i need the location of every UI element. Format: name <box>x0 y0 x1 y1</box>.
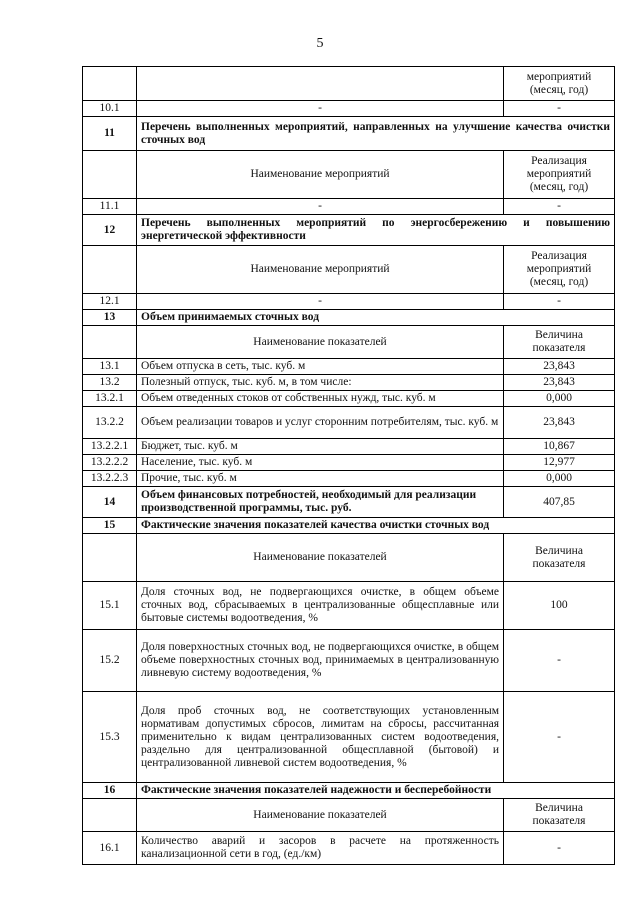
table-row-item <box>83 471 615 487</box>
row-number <box>83 534 137 582</box>
indicator-value: - <box>504 294 615 310</box>
row-number: 13.2.2.2 <box>83 455 137 471</box>
column-header: Наименование мероприятий <box>137 246 504 294</box>
row-number: 15.3 <box>83 692 137 783</box>
indicator-value: - <box>504 101 615 117</box>
value-column-header: Реализация мероприятий (месяц, год) <box>504 151 615 199</box>
table-row-item <box>83 359 615 375</box>
indicator-value: 10,867 <box>504 439 615 455</box>
row-number: 14 <box>83 487 137 518</box>
table-row-section <box>83 215 615 246</box>
table-row-header <box>83 67 615 101</box>
page-number: 5 <box>316 36 324 51</box>
row-number: 13.2.2 <box>83 407 137 439</box>
row-number <box>83 151 137 199</box>
section-title: Перечень выполненных мероприятий, направленных на улучшение качества очистки сточных вод <box>137 117 615 151</box>
column-header: Наименование показателей <box>137 534 504 582</box>
column-header: Наименование показателей <box>137 326 504 359</box>
indicator-name: - <box>137 101 504 117</box>
row-number: 13.2.2.3 <box>83 471 137 487</box>
indicator-value: - <box>504 630 615 692</box>
value-column-header: Величина показателя <box>504 799 615 832</box>
row-number: 10.1 <box>83 101 137 117</box>
indicator-value: 407,85 <box>504 487 615 518</box>
indicator-name: Количество аварий и засоров в расчете на протяженность канализационной сети в год, (ед./км) <box>137 832 504 865</box>
value-column-header: Величина показателя <box>504 326 615 359</box>
row-number: 11 <box>83 117 137 151</box>
indicator-name: Полезный отпуск, тыс. куб. м, в том числе: <box>137 375 504 391</box>
indicator-name: Объем отпуска в сеть, тыс. куб. м <box>137 359 504 375</box>
row-number: 13.1 <box>83 359 137 375</box>
indicator-value: - <box>504 692 615 783</box>
row-number: 15 <box>83 518 137 534</box>
indicator-value: - <box>504 199 615 215</box>
indicator-value: 12,977 <box>504 455 615 471</box>
table-row-header <box>83 534 615 582</box>
table-row-item <box>83 439 615 455</box>
table-row-header <box>83 326 615 359</box>
column-header: Наименование мероприятий <box>137 151 504 199</box>
indicator-name: Прочие, тыс. куб. м <box>137 471 504 487</box>
row-number: 13.2.2.1 <box>83 439 137 455</box>
table-row-item <box>83 630 615 692</box>
table-row-section <box>83 518 615 534</box>
value-column-header: Реализация мероприятий (месяц, год) <box>504 246 615 294</box>
table-row-item <box>83 455 615 471</box>
row-number: 13 <box>83 310 137 326</box>
row-number: 16.1 <box>83 832 137 865</box>
row-number <box>83 326 137 359</box>
table-row-item <box>83 832 615 865</box>
row-number <box>83 799 137 832</box>
row-number: 12 <box>83 215 137 246</box>
table-row-section <box>83 783 615 799</box>
table-body <box>83 67 615 865</box>
indicator-name: Объем реализации товаров и услуг сторонним потребителям, тыс. куб. м <box>137 407 504 439</box>
table-row-section <box>83 117 615 151</box>
row-number <box>83 67 137 101</box>
table-row-header <box>83 246 615 294</box>
value-column-header: мероприятий (месяц, год) <box>504 67 615 101</box>
table-row-section <box>83 487 615 518</box>
table-row-item <box>83 101 615 117</box>
row-number: 12.1 <box>83 294 137 310</box>
report-table <box>82 66 615 865</box>
row-number: 13.2.1 <box>83 391 137 407</box>
table-row-header <box>83 799 615 832</box>
row-number: 15.1 <box>83 582 137 630</box>
indicator-name: Доля поверхностных сточных вод, не подвергающихся очистке, в общем объеме поверхностных сточных вод, принимаемых в централизованную ливневую систему водоотведения, % <box>137 630 504 692</box>
indicator-name: Население, тыс. куб. м <box>137 455 504 471</box>
table-row-item <box>83 375 615 391</box>
indicator-value: 23,843 <box>504 375 615 391</box>
section-title: Объем принимаемых сточных вод <box>137 310 615 326</box>
section-title: Фактические значения показателей качества очистки сточных вод <box>137 518 615 534</box>
indicator-value: 0,000 <box>504 391 615 407</box>
row-number: 13.2 <box>83 375 137 391</box>
table-row-item <box>83 199 615 215</box>
indicator-name: Доля проб сточных вод, не соответствующих установленным нормативам допустимых сбросов, лимитам на сбросы, рассчитанная применительно к видам централизованных систем водоотведения, раздельно для централизованной общесплавной (бытовой) и централизованной ливневой систем водоотведения, % <box>137 692 504 783</box>
section-title: Фактические значения показателей надежности и бесперебойности <box>137 783 615 799</box>
indicator-name: Объем отведенных стоков от собственных нужд, тыс. куб. м <box>137 391 504 407</box>
table-row-item <box>83 582 615 630</box>
table-row-section <box>83 310 615 326</box>
table-row-item <box>83 692 615 783</box>
table-row-item <box>83 294 615 310</box>
row-number: 11.1 <box>83 199 137 215</box>
indicator-value: - <box>504 832 615 865</box>
table-row-item <box>83 407 615 439</box>
indicator-value: 0,000 <box>504 471 615 487</box>
section-title: Объем финансовых потребностей, необходимый для реализации производственной программы, тыс. руб. <box>137 487 504 518</box>
indicator-value: 23,843 <box>504 407 615 439</box>
indicator-name: - <box>137 199 504 215</box>
section-title: Перечень выполненных мероприятий по энергосбережению и повышению энергетической эффективности <box>137 215 615 246</box>
indicator-name: Доля сточных вод, не подвергающихся очистке, в общем объеме сточных вод, сбрасываемых в централизованные общесплавные или бытовые системы водоотведения, % <box>137 582 504 630</box>
row-number: 15.2 <box>83 630 137 692</box>
table-row-header <box>83 151 615 199</box>
column-header: Наименование показателей <box>137 799 504 832</box>
row-number <box>83 246 137 294</box>
value-column-header: Величина показателя <box>504 534 615 582</box>
row-number: 16 <box>83 783 137 799</box>
indicator-value: 23,843 <box>504 359 615 375</box>
indicator-name: - <box>137 294 504 310</box>
indicator-name: Бюджет, тыс. куб. м <box>137 439 504 455</box>
table-row-item <box>83 391 615 407</box>
column-header <box>137 67 504 101</box>
indicator-value: 100 <box>504 582 615 630</box>
